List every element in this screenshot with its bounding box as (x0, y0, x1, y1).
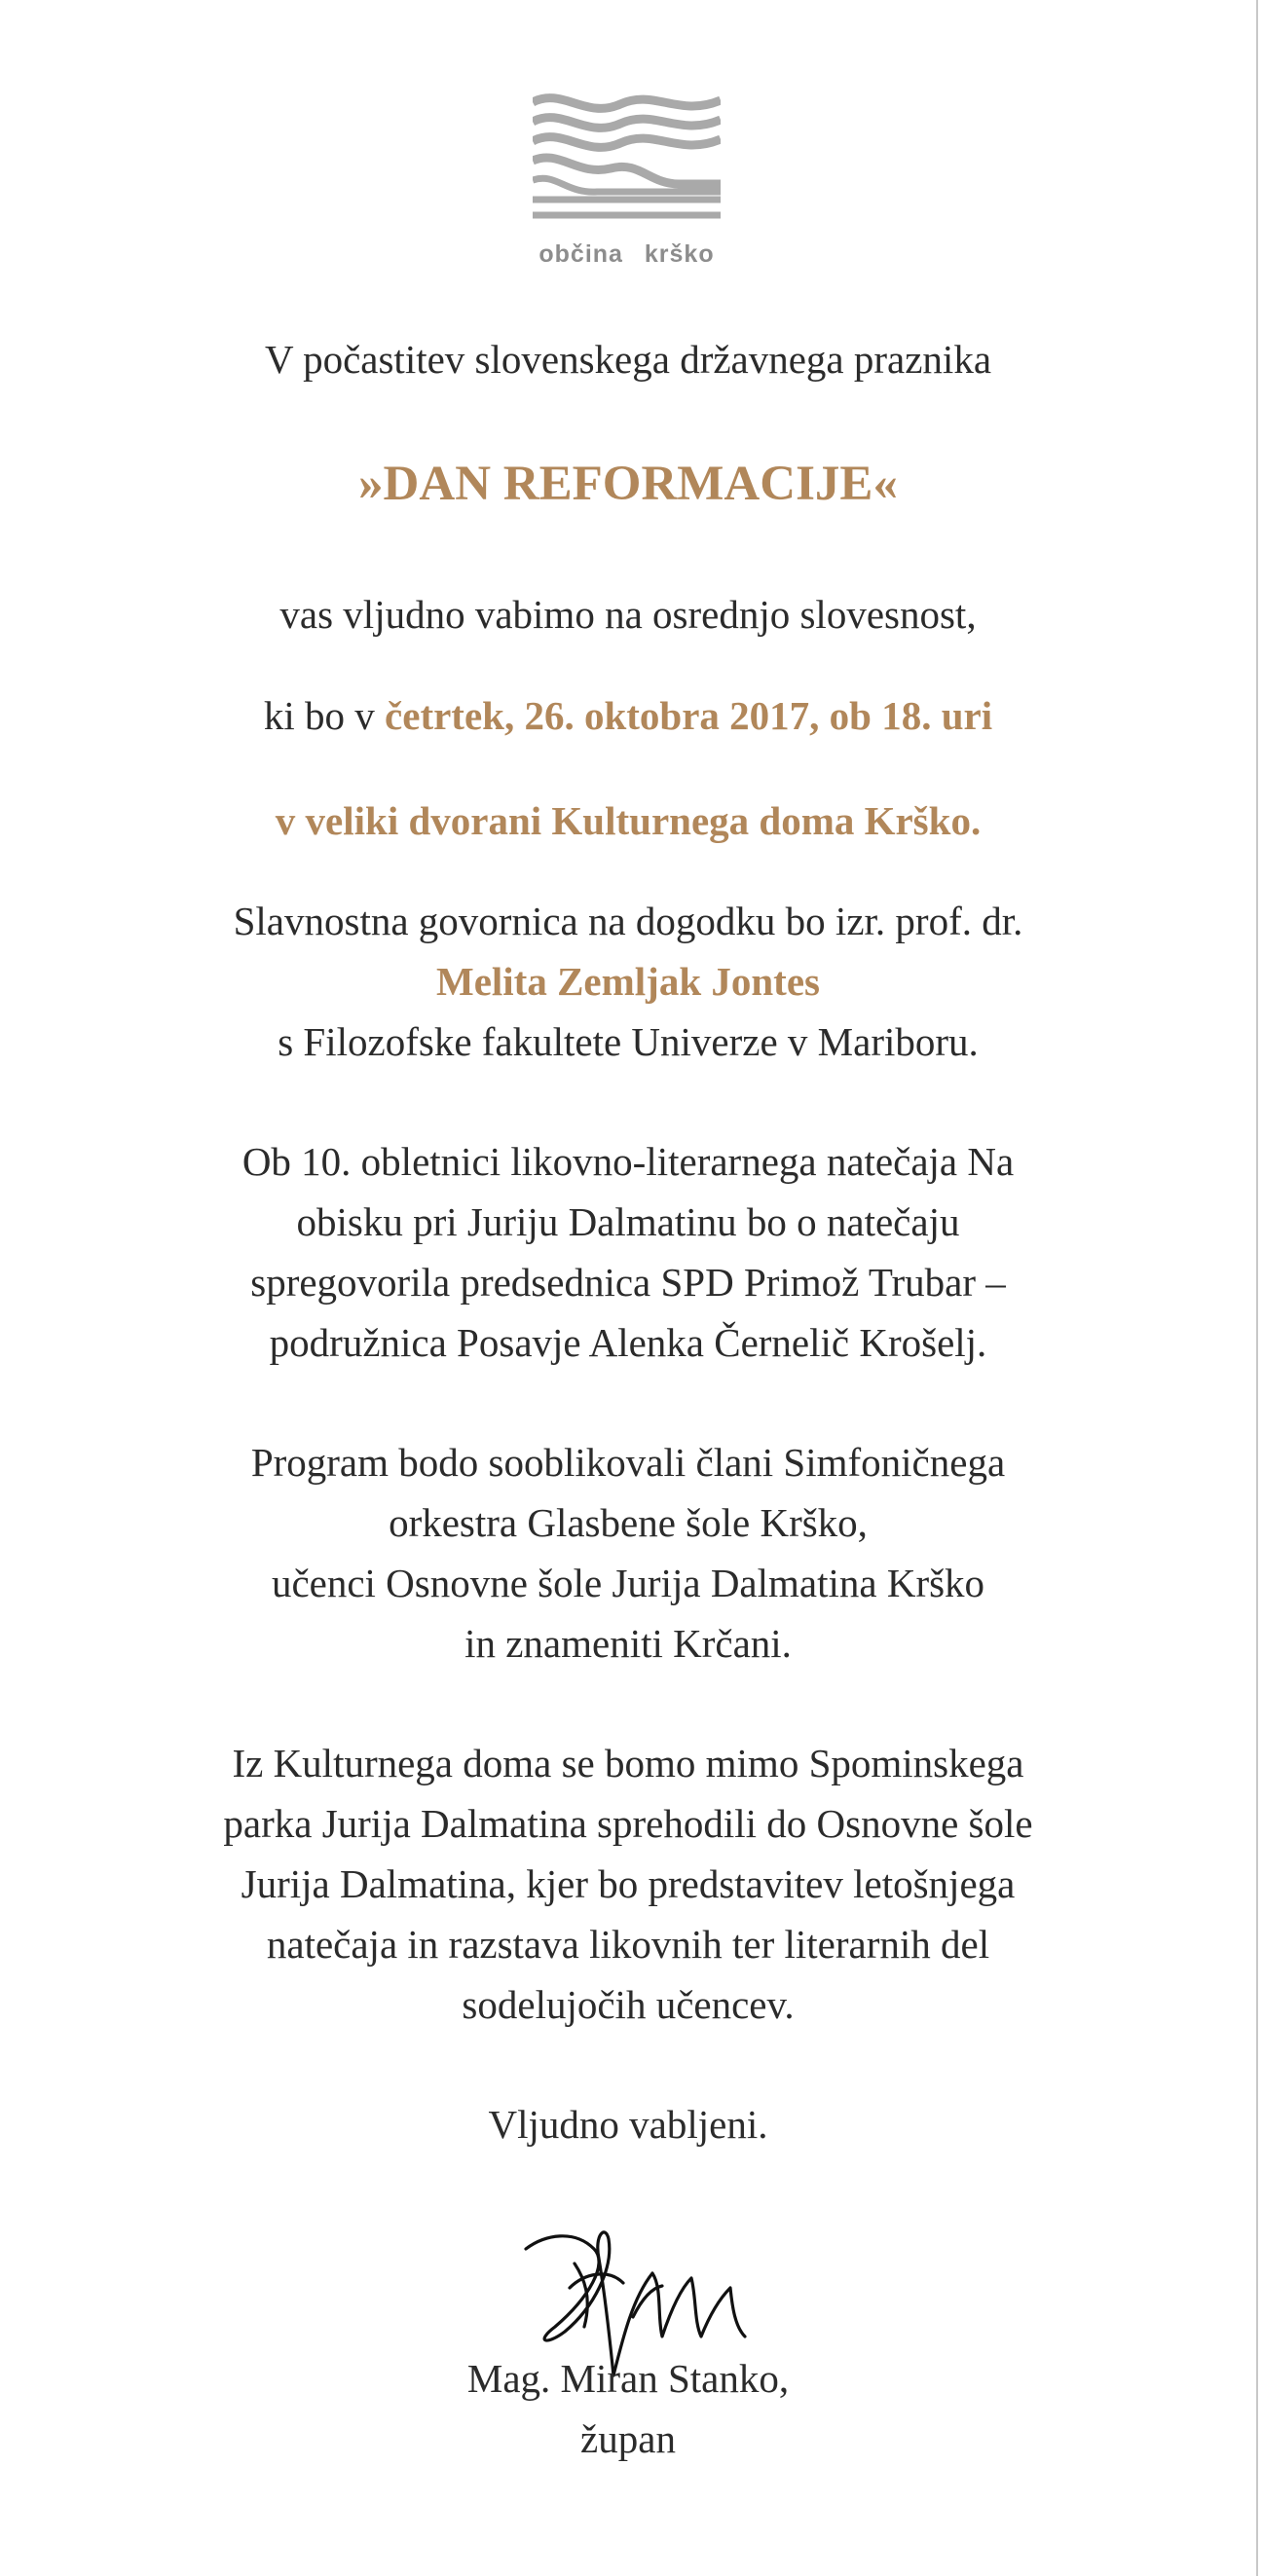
walk-line: sodelujočih učencev. (462, 1982, 795, 2027)
program-line: učenci Osnovne šole Jurija Dalmatina Krško (271, 1561, 985, 1605)
speaker-affiliation: s Filozofske fakultete Univerze v Mariboru. (278, 1019, 979, 1064)
closing-line: Vljudno vabljeni. (488, 2102, 768, 2147)
waves-logo-icon (533, 91, 721, 227)
anniversary-line: obisku pri Juriju Dalmatinu bo o natečaju (296, 1199, 960, 1244)
anniversary-line: Ob 10. obletnici likovno-literarnega natečaja Na (241, 1139, 1015, 1184)
program-line: Program bodo sooblikovali člani Simfoničnega (250, 1440, 1006, 1485)
event-title: »DAN REFORMACIJE« (358, 457, 898, 511)
speaker-name: Melita Zemljak Jontes (436, 959, 820, 1004)
event-datetime: četrtek, 26. oktobra 2017, ob 18. uri (385, 693, 993, 738)
when-line (0, 685, 1256, 746)
signer-name: Mag. Miran Stanko, (466, 2356, 790, 2401)
anniversary-line: podružnica Posavje Alenka Černelič Krošelj. (269, 1320, 987, 1365)
walk-line: parka Jurija Dalmatina sprehodili do Osnovne šole (223, 1801, 1033, 1846)
anniversary-line: spregovorila predsednica SPD Primož Trubar – (250, 1260, 1006, 1305)
invite-line: vas vljudno vabimo na osrednjo slovesnost, (279, 592, 977, 637)
walk-line: Jurija Dalmatina, kjer bo predstavitev letošnjega (241, 1861, 1016, 1906)
walk-line: natečaja in razstava likovnih ter literarnih del (266, 1922, 990, 1967)
program-line: orkestra Glasbene šole Krško, (389, 1500, 868, 1545)
event-venue: v veliki dvorani Kulturnega doma Krško. (275, 798, 982, 843)
intro-line: V počastitev slovenskega državnega praznika (264, 337, 992, 382)
program-line: in znameniti Krčani. (464, 1621, 792, 1666)
signer-role: župan (580, 2416, 676, 2461)
when-prefix: ki bo v (263, 693, 386, 738)
municipality-logo (533, 91, 721, 276)
logo-text: občina krško (538, 240, 715, 268)
page-edge-divider (1256, 0, 1258, 2576)
speaker-intro: Slavnostna govornica na dogodku bo izr. prof. dr. (233, 899, 1023, 943)
walk-line: Iz Kulturnega doma se bomo mimo Spominskega (232, 1741, 1024, 1785)
